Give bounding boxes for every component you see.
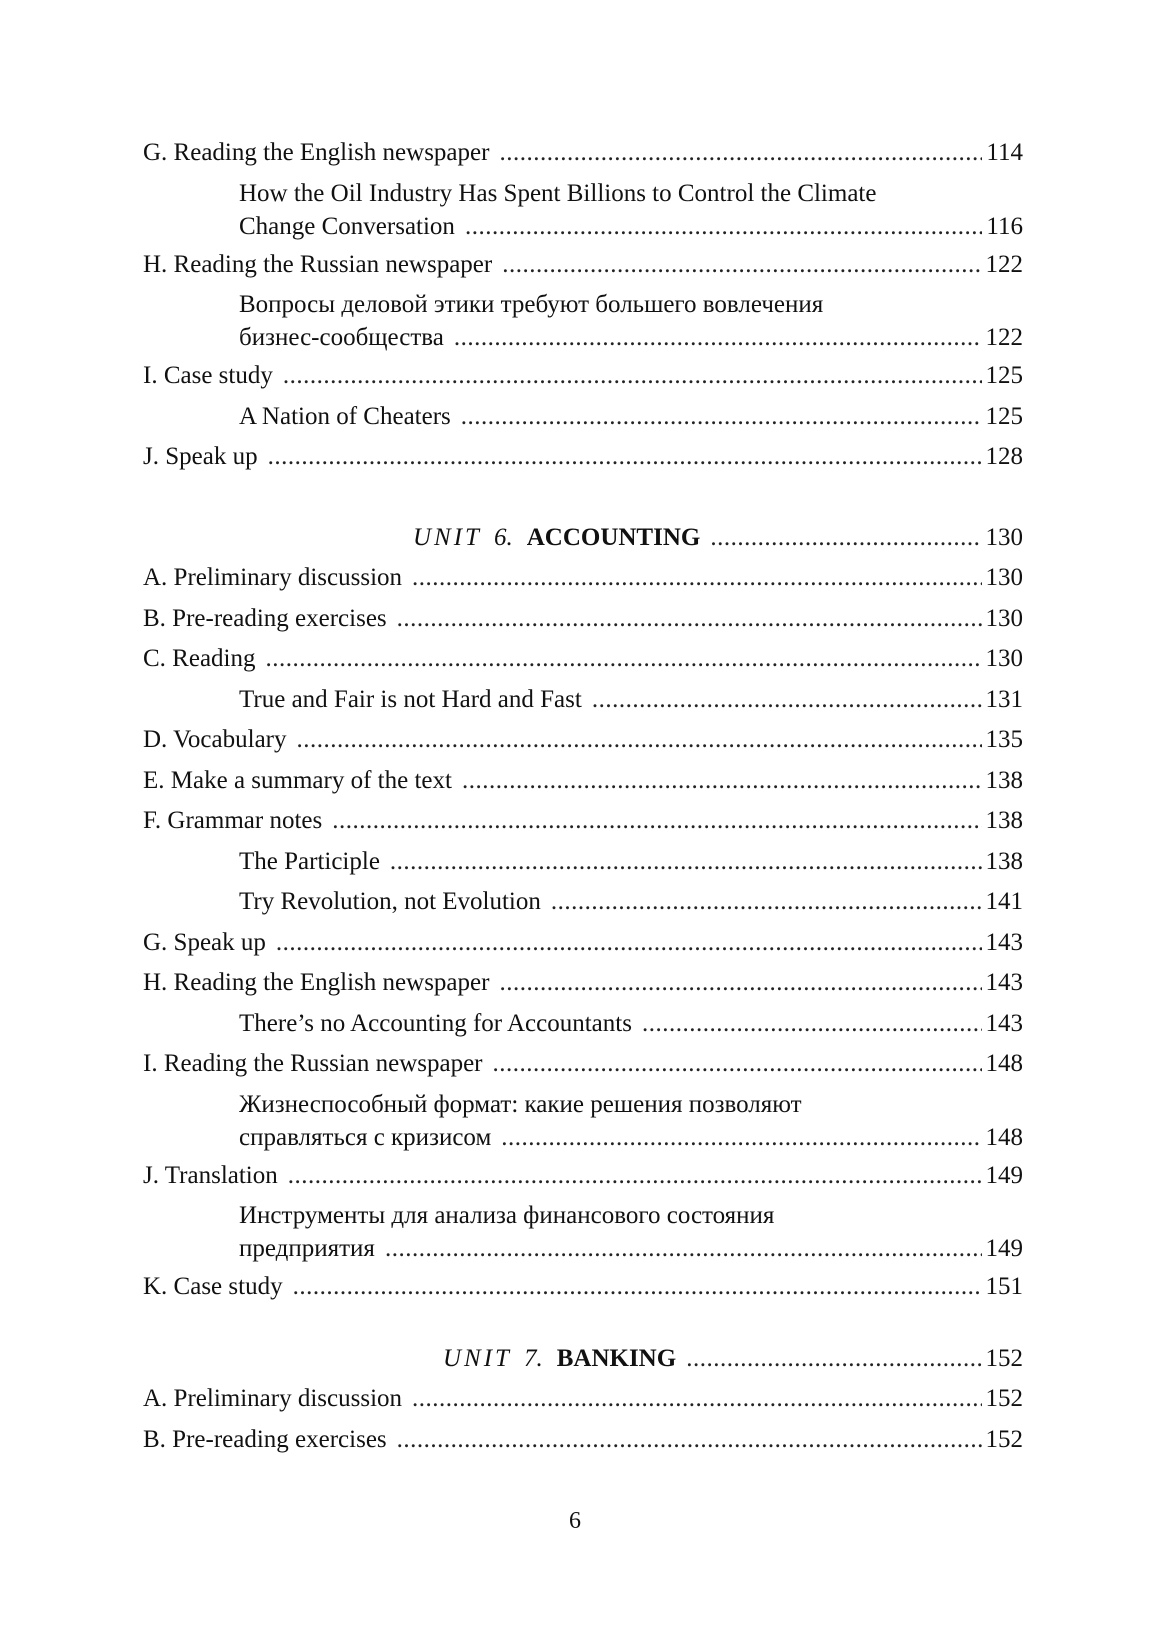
dot-leader <box>283 356 982 397</box>
page-ref: 125 <box>985 402 1023 430</box>
page-ref: 130 <box>985 645 1023 672</box>
toc-entry <box>143 356 1023 397</box>
table-of-contents <box>143 133 1023 1460</box>
page-ref: 148 <box>985 1050 1023 1077</box>
page-ref: 148 <box>985 1123 1023 1151</box>
unit-number: 7. <box>523 1344 543 1372</box>
subentry-title: Вопросы деловой этики требуют большего вовлечения <box>239 291 824 318</box>
page-ref: 125 <box>985 362 1023 389</box>
dot-leader <box>686 1339 981 1380</box>
page-ref: 143 <box>985 928 1023 956</box>
toc-entry <box>143 558 1023 599</box>
toc-subentry <box>143 882 1023 923</box>
page-ref: 114 <box>986 139 1023 166</box>
toc-entry <box>143 1420 1023 1461</box>
dot-leader <box>288 1156 982 1197</box>
subentry-title: How the Oil Industry Has Spent Billions to Control the Climate <box>239 179 877 207</box>
subentry-title: Жизнеспособный формат: какие решения позволяют <box>239 1090 802 1118</box>
entry-title: H. Reading the Russian newspaper <box>143 250 493 278</box>
toc-entry <box>143 963 1023 1004</box>
page-ref: 130 <box>985 523 1023 551</box>
page-ref: 135 <box>985 726 1023 753</box>
page-number: 6 <box>569 1508 581 1534</box>
page-ref: 152 <box>985 1344 1023 1372</box>
dot-leader <box>412 558 981 599</box>
entry-title: C. Reading <box>143 645 256 672</box>
unit-title: ACCOUNTING <box>526 523 701 551</box>
entry-title: I. Reading the Russian newspaper <box>143 1050 483 1077</box>
toc-entry <box>143 1156 1023 1197</box>
subentry-title: справляться с кризисом <box>239 1123 492 1151</box>
subentry-title: The Participle <box>239 847 380 875</box>
toc-entry <box>143 923 1023 964</box>
entry-title: G. Speak up <box>143 928 266 956</box>
toc-subentry <box>143 209 1023 245</box>
page-ref: 128 <box>985 443 1023 470</box>
section-spacer <box>143 478 1023 518</box>
toc-subentry-line <box>143 1089 1023 1120</box>
entry-title: B. Pre-reading exercises <box>143 1425 387 1453</box>
subentry-title: Change Conversation <box>239 212 455 240</box>
page-ref: 130 <box>985 604 1023 632</box>
dot-leader <box>293 1267 982 1308</box>
toc-entry <box>143 720 1023 761</box>
unit-number: 6. <box>493 523 513 551</box>
dot-leader <box>642 1004 982 1045</box>
toc-subentry-line <box>143 1200 1023 1231</box>
page-ref: 152 <box>985 1385 1023 1412</box>
entry-title: F. Grammar notes <box>143 807 323 834</box>
dot-leader <box>412 1379 981 1420</box>
dot-leader <box>385 1231 982 1267</box>
dot-leader <box>454 320 982 356</box>
page-ref: 143 <box>985 1009 1023 1037</box>
dot-leader <box>499 133 982 174</box>
unit-heading <box>143 1339 1023 1380</box>
page-ref: 149 <box>985 1235 1023 1262</box>
entry-title: H. Reading the English newspaper <box>143 969 490 996</box>
subentry-title: There’s no Accounting for Accountants <box>239 1009 632 1037</box>
toc-subentry <box>143 1004 1023 1045</box>
dot-leader <box>268 437 982 478</box>
toc-subentry-line <box>143 289 1023 320</box>
page-ref: 138 <box>985 847 1023 875</box>
toc-entry <box>143 1044 1023 1085</box>
entry-title: A. Preliminary discussion <box>143 1385 403 1412</box>
dot-leader <box>276 923 982 964</box>
toc-entry <box>143 245 1023 286</box>
toc-entry <box>143 761 1023 802</box>
dot-leader <box>710 518 981 559</box>
toc-entry <box>143 1267 1023 1308</box>
page-ref: 116 <box>986 212 1023 240</box>
entry-title: D. Vocabulary <box>143 726 287 753</box>
page-ref: 122 <box>985 324 1023 351</box>
page-ref: 138 <box>985 766 1023 794</box>
page-ref: 143 <box>985 969 1023 996</box>
entry-title: J. Speak up <box>143 443 258 470</box>
toc-entry <box>143 801 1023 842</box>
page-ref: 138 <box>985 807 1023 834</box>
page-ref: 152 <box>985 1425 1023 1453</box>
dot-leader <box>462 761 982 802</box>
unit-heading-text <box>143 518 700 559</box>
entry-title: A. Preliminary discussion <box>143 564 403 591</box>
toc-subentry <box>143 842 1023 883</box>
page-ref: 131 <box>985 685 1023 713</box>
dot-leader <box>493 1044 982 1085</box>
entry-title: B. Pre-reading exercises <box>143 604 387 632</box>
entry-title: E. Make a summary of the text <box>143 766 452 794</box>
toc-subentry <box>143 320 1023 356</box>
entry-title: I. Case study <box>143 362 273 389</box>
dot-leader <box>465 209 982 245</box>
unit-label: UNIT <box>443 1344 512 1372</box>
page-ref: 130 <box>985 564 1023 591</box>
unit-heading <box>143 518 1023 559</box>
dot-leader <box>551 882 982 923</box>
toc-entry <box>143 133 1023 174</box>
subentry-title: Try Revolution, not Evolution <box>239 888 541 915</box>
entry-title: K. Case study <box>143 1273 283 1300</box>
toc-subentry <box>143 397 1023 438</box>
toc-subentry <box>143 1120 1023 1156</box>
subentry-title: предприятия <box>239 1235 375 1262</box>
dot-leader <box>397 599 982 640</box>
dot-leader <box>502 245 981 286</box>
toc-subentry <box>143 1231 1023 1267</box>
toc-entry <box>143 437 1023 478</box>
dot-leader <box>390 842 982 883</box>
dot-leader <box>266 639 982 680</box>
entry-title: G. Reading the English newspaper <box>143 139 490 166</box>
page-ref: 122 <box>985 250 1023 278</box>
subentry-title: Инструменты для анализа финансового состояния <box>239 1202 775 1229</box>
subentry-title: True and Fair is not Hard and Fast <box>239 685 582 713</box>
dot-leader <box>332 801 981 842</box>
dot-leader <box>501 1120 981 1156</box>
toc-entry <box>143 599 1023 640</box>
subentry-title: A Nation of Cheaters <box>239 402 451 430</box>
unit-label: UNIT <box>413 523 482 551</box>
dot-leader <box>297 720 982 761</box>
unit-heading-text <box>143 1339 676 1380</box>
page-ref: 151 <box>985 1273 1023 1300</box>
toc-entry <box>143 639 1023 680</box>
dot-leader <box>397 1420 982 1461</box>
toc-entry <box>143 1379 1023 1420</box>
page-ref: 149 <box>985 1161 1023 1189</box>
subentry-title: бизнес-сообщества <box>239 324 444 351</box>
dot-leader <box>592 680 982 721</box>
dot-leader <box>499 963 981 1004</box>
entry-title: J. Translation <box>143 1161 278 1189</box>
page-ref: 141 <box>985 888 1023 915</box>
toc-subentry <box>143 680 1023 721</box>
dot-leader <box>461 397 982 438</box>
section-spacer <box>143 1308 1023 1339</box>
toc-subentry-line <box>143 178 1023 209</box>
unit-title: BANKING <box>556 1344 677 1372</box>
